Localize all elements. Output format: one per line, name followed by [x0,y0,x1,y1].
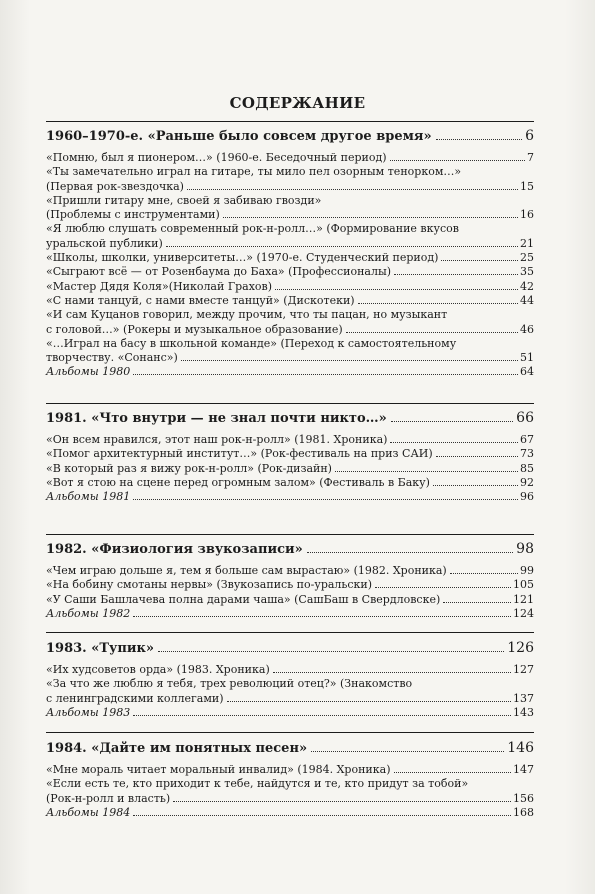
section-rule [46,632,534,633]
page-number: 146 [507,740,534,756]
toc-entry[interactable]: «И сам Куцанов говорил, между прочим, что ты пацан, но музыкант с головой…» (Рокеры и музыкальное образование) 46 [46,308,534,336]
toc-entry[interactable]: «Он всем нравился, этот наш рок-н-ролл» (1981. Хроника) 67 [46,433,534,446]
dot-leader [158,651,504,652]
toc-albums-entry[interactable]: Альбомы 1984 168 [46,805,534,819]
toc-entry[interactable]: «Их худсоветов орда» (1983. Хроника) 127 [46,663,534,676]
page-number: 105 [513,578,534,592]
page-number: 16 [520,208,534,222]
page-number: 64 [520,365,534,379]
dot-leader [311,751,504,752]
page-number: 85 [520,461,534,475]
page-number: 126 [507,640,534,656]
toc-entry[interactable]: «У Саши Башлачева полна дарами чаша» (СашБаш в Свердловске) 121 [46,592,534,606]
toc-entry[interactable]: «Ты замечательно играл на гитаре, ты мило пел озорным тенорком…» (Первая рок-звездочка) 15 [46,165,534,193]
page-number: 147 [513,763,534,776]
toc-entry[interactable]: «Если есть те, кто приходит к тебе, найдутся и те, кто придут за тобой» (Рок-н-ролл и власть) 156 [46,777,534,805]
toc-albums-entry[interactable]: Альбомы 1981 96 [46,490,534,504]
page-number: 66 [516,410,534,426]
page-number: 143 [513,705,534,719]
toc-entry[interactable]: «Вот я стою на сцене перед огромным залом» (Фестиваль в Баку) 92 [46,475,534,489]
toc-entry[interactable]: «На бобину смотаны нервы» (Звукозапись по-уральски) 105 [46,578,534,592]
page-number: 96 [520,490,534,504]
dot-leader [307,552,513,553]
dot-leader [436,139,522,140]
page-number: 46 [520,322,534,336]
section-rule [46,534,534,535]
page-number: 99 [520,564,534,577]
page-number: 21 [520,236,534,250]
page-number: 6 [525,128,534,144]
page-number: 168 [513,805,534,819]
toc-albums-entry[interactable]: Альбомы 1980 64 [46,365,534,379]
page-number: 92 [520,475,534,489]
page-number: 42 [520,279,534,293]
toc-entry[interactable]: «С нами танцуй, с нами вместе танцуй» (Дискотеки) 44 [46,293,534,307]
toc-entry[interactable]: «Чем играю дольше я, тем я больше сам вырастаю» (1982. Хроника) 99 [46,564,534,577]
page-number: 7 [527,151,534,164]
toc-section [46,640,534,720]
page-number: 98 [516,541,534,557]
toc-entry[interactable]: «Пришли гитару мне, своей я забиваю гвозди» (Проблемы с инструментами) 16 [46,193,534,222]
section-heading[interactable]: 1981. «Что внутри — не знал почти никто…» 66 [46,410,534,426]
toc-entry[interactable]: «Сыграют всё — от Розенбаума до Баха» (Профессионалы) 35 [46,265,534,279]
section-rule [46,732,534,733]
toc-entry[interactable]: «Мастер Дядя Коля»(Николай Грахов) 42 [46,279,534,293]
toc-albums-entry[interactable]: Альбомы 1983 143 [46,705,534,719]
section-heading[interactable]: 1960–1970-е. «Раньше было совсем другое время» 6 [46,128,534,144]
section-rule [46,403,534,404]
toc-entry[interactable]: «В который раз я вижу рок-н-ролл» (Рок-дизайн) 85 [46,461,534,475]
toc-albums-entry[interactable]: Альбомы 1982 124 [46,606,534,620]
section-heading[interactable]: 1982. «Физиология звукозаписи» 98 [46,541,534,557]
page-title: СОДЕРЖАНИЕ [229,94,366,112]
toc-entry[interactable]: «Мне мораль читает моральный инвалид» (1984. Хроника) 147 [46,763,534,776]
page-number: 51 [520,351,534,365]
toc-entry[interactable]: «…Играл на басу в школьной команде» (Переход к самостоятельному творчеству. «Сонанс») 51 [46,336,534,365]
page-number: 137 [513,691,534,705]
toc-section [46,541,534,621]
toc-entry[interactable]: «Школы, школки, университеты…» (1970-е. Студенческий период) 25 [46,251,534,265]
section-rule [46,121,534,122]
toc-section [46,410,534,504]
toc-entry[interactable]: «Я люблю слушать современный рок-н-ролл…» (Формирование вкусов уральской публики) 21 [46,222,534,250]
toc-entry[interactable]: «Помню, был я пионером…» (1960-е. Беседочный период) 7 [46,151,534,164]
toc-entry[interactable]: «Помог архитектурный институт…» (Рок-фестиваль на приз САИ) 73 [46,447,534,461]
page-number: 73 [520,447,534,461]
dot-leader [391,421,513,422]
page-number: 25 [520,251,534,265]
page-number: 121 [513,592,534,606]
toc-entry[interactable]: «За что же люблю я тебя, трех революций отец?» (Знакомство с ленинградскими коллегами) 137 [46,677,534,705]
page-number: 124 [513,606,534,620]
section-heading[interactable]: 1984. «Дайте им понятных песен» 146 [46,740,534,756]
toc-section [46,740,534,820]
section-heading[interactable]: 1983. «Тупик» 126 [46,640,534,656]
page-number: 156 [513,791,534,805]
page-number: 44 [520,293,534,307]
toc-section [46,128,534,380]
page-number: 67 [520,433,534,446]
page-number: 127 [513,663,534,676]
page-number: 35 [520,265,534,279]
page-number: 15 [520,179,534,193]
